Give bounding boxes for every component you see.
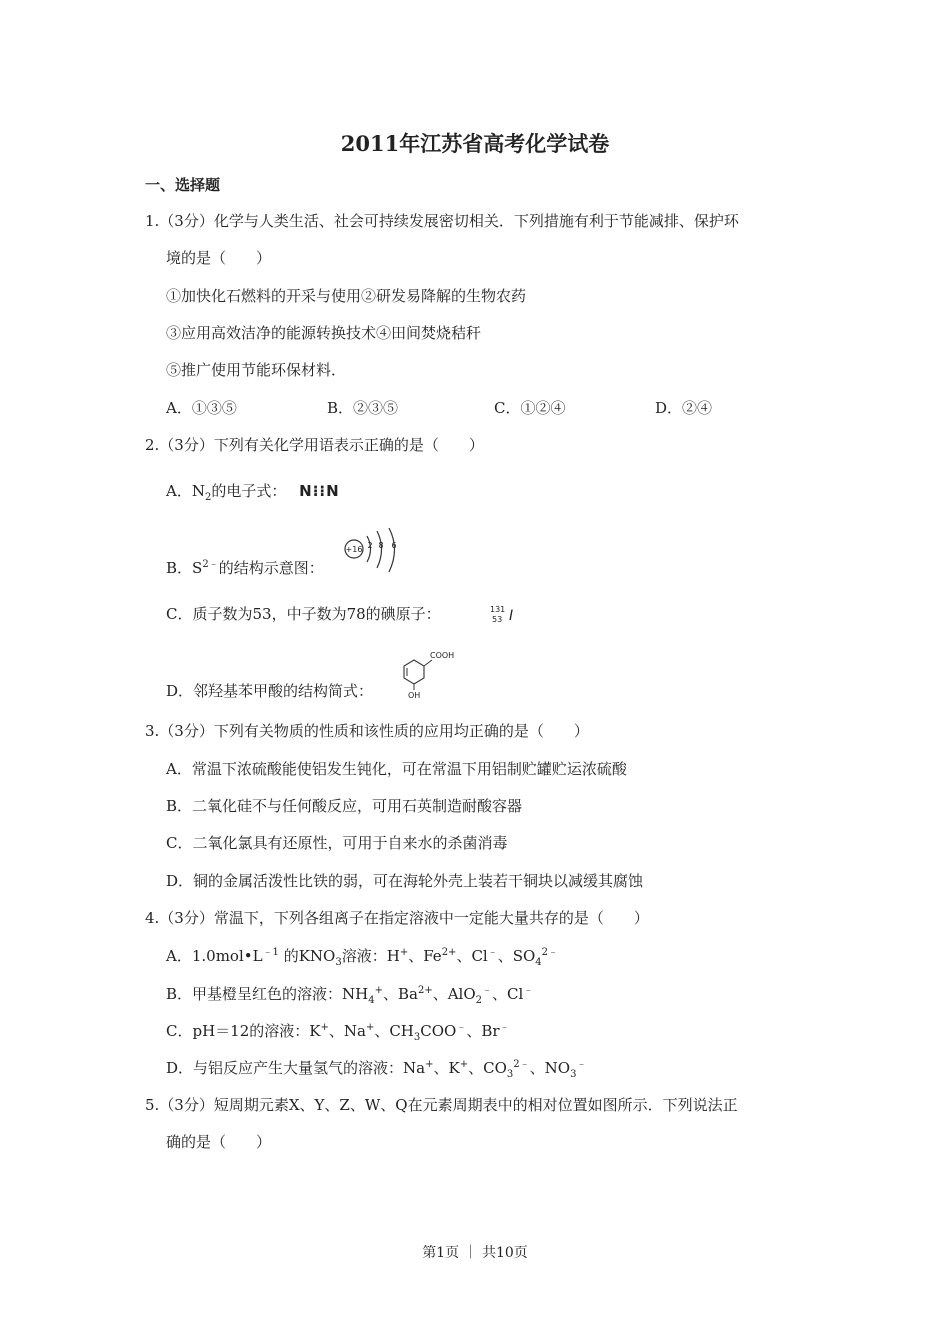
q4-c-sup: + xyxy=(320,1022,329,1033)
q2-a-prefix: A．N xyxy=(166,482,205,500)
oh-label: OH xyxy=(408,691,421,700)
q4-a-part: A．1.0mol•L xyxy=(166,947,263,965)
q4-d-sup: 2﹣ xyxy=(513,1059,530,1070)
q4-a-sup: + xyxy=(399,947,409,958)
q4-d-sub: 3 xyxy=(506,1069,514,1080)
q4-b-sup: ﹣ xyxy=(482,985,493,996)
q1-option-d: D．②④ xyxy=(655,399,713,417)
q4-option-a xyxy=(166,946,558,966)
q3-stem: 3.（3分）下列有关物质的性质和该性质的应用均正确的是（ ） xyxy=(145,722,589,740)
q2-option-b xyxy=(166,558,324,578)
s2-structure-diagram xyxy=(340,526,412,576)
q4-c-part: C．pH＝12的溶液：K xyxy=(166,1022,321,1040)
element-symbol: I xyxy=(509,608,514,624)
q4-a-part: 、Cl xyxy=(456,947,488,965)
q4-c-sup: + xyxy=(365,1022,375,1033)
q2-b-sup: 2﹣ xyxy=(202,559,219,570)
iodine-nuclide-symbol xyxy=(488,602,522,628)
q4-b-part: 、Ba xyxy=(383,985,418,1003)
q4-d-part: 、CO xyxy=(468,1059,507,1077)
q4-c-part: COO xyxy=(420,1022,457,1040)
q5-stem-line1: 5.（3分）短周期元素X、Y、Z、W、Q在元素周期表中的相对位置如图所示．下列说法正 xyxy=(145,1096,738,1114)
q4-option-b xyxy=(166,984,533,1004)
q4-c-sup: ﹣ xyxy=(456,1022,467,1033)
q4-d-part: D．与铝反应产生大量氢气的溶液：Na xyxy=(166,1059,426,1077)
q2-a-sub: 2 xyxy=(204,492,212,503)
salicylic-acid-structure xyxy=(392,646,462,700)
q4-c-part: 、Br xyxy=(466,1022,500,1040)
atomic-number: 53 xyxy=(492,615,503,624)
q4-a-sup: ﹣ xyxy=(487,947,498,958)
q2-a-suffix: 的电子式： xyxy=(211,482,287,500)
q1-option-c: C．①②④ xyxy=(494,399,566,417)
q4-d-sup: ﹣ xyxy=(576,1059,587,1070)
q4-d-sup: + xyxy=(425,1059,434,1070)
q4-a-sub: 4 xyxy=(535,957,542,968)
q4-b-sup: ﹣ xyxy=(523,985,534,996)
cooh-label: COOH xyxy=(430,651,455,660)
shell-1-electrons: 2 xyxy=(367,541,373,550)
section-heading: 一、选择题 xyxy=(145,176,221,194)
q4-c-sup: ﹣ xyxy=(499,1022,510,1033)
q4-a-part: 、SO xyxy=(497,947,536,965)
q4-a-part: 溶液：H xyxy=(341,947,400,965)
q1-stem-line2: 境的是（ ） xyxy=(166,249,272,267)
page-title: 2011年江苏省高考化学试卷 xyxy=(340,131,610,156)
q1-item-line3: ⑤推广使用节能环保材料． xyxy=(166,361,347,379)
q4-option-c xyxy=(166,1021,510,1041)
q2-b-prefix: B．S xyxy=(166,559,203,577)
q4-c-part: 、Na xyxy=(328,1022,366,1040)
shell-3-electrons: 6 xyxy=(391,541,397,550)
q4-a-sup: 2﹣ xyxy=(541,947,559,958)
q3-option-b: B．二氧化硅不与任何酸反应，可用石英制造耐酸容器 xyxy=(166,797,523,815)
q4-b-sub: 4 xyxy=(368,995,375,1006)
q4-b-sup: 2+ xyxy=(417,985,433,996)
q4-a-sup: 2+ xyxy=(441,947,457,958)
q1-item-line2: ③应用高效洁净的能源转换技术④田间焚烧秸秆 xyxy=(166,324,482,342)
q4-b-sub: 2 xyxy=(475,995,483,1006)
cooh-bond xyxy=(424,660,432,666)
shell-2-electrons: 8 xyxy=(378,541,384,550)
q4-d-sub: 3 xyxy=(570,1069,577,1080)
q2-b-suffix: 的结构示意图： xyxy=(218,559,324,577)
q4-b-sup: + xyxy=(374,985,383,996)
q4-b-part: 、AlO xyxy=(432,985,476,1003)
q4-a-part: 的KNO xyxy=(283,947,336,965)
q4-a-sup: ﹣1 xyxy=(262,947,279,958)
q4-stem: 4.（3分）常温下，下列各组离子在指定溶液中一定能大量共存的是（ ） xyxy=(145,909,649,927)
nucleus-label: +16 xyxy=(345,545,363,554)
q4-b-part: 、Cl xyxy=(492,985,524,1003)
q2-stem: 2.（3分）下列有关化学用语表示正确的是（ ） xyxy=(145,436,484,454)
q5-stem-line2: 确的是（ ） xyxy=(166,1133,272,1151)
q4-c-sub: 3 xyxy=(413,1032,421,1043)
q1-option-a: A．①③⑤ xyxy=(166,399,237,417)
q2-option-a xyxy=(166,481,340,501)
q2-option-d: D．邻羟基苯甲酸的结构简式： xyxy=(166,682,374,700)
q3-option-a: A．常温下浓硫酸能使铝发生钝化，可在常温下用铝制贮罐贮运浓硫酸 xyxy=(166,760,627,778)
q4-d-part: 、NO xyxy=(529,1059,571,1077)
mass-number: 131 xyxy=(490,605,506,614)
q1-option-b: B．②③⑤ xyxy=(327,399,399,417)
page-footer: 第1页 ｜ 共10页 xyxy=(422,1245,528,1261)
q4-a-part: 、Fe xyxy=(408,947,442,965)
q4-b-part: B．甲基橙呈红色的溶液：NH xyxy=(166,985,369,1003)
q2-option-c: C．质子数为53，中子数为78的碘原子： xyxy=(166,605,441,623)
q3-option-c: C．二氧化氯具有还原性，可用于自来水的杀菌消毒 xyxy=(166,834,508,852)
q4-a-sub: 3 xyxy=(335,957,342,968)
q1-stem-line1: 1.（3分）化学与人类生活、社会可持续发展密切相关．下列措施有利于节能减排、保护环 xyxy=(145,212,739,230)
n2-electron-formula: N⁝⁝N xyxy=(299,482,340,500)
shell-arc-3 xyxy=(389,528,395,572)
q4-c-part: 、CH xyxy=(374,1022,414,1040)
q4-d-part: 、K xyxy=(433,1059,460,1077)
q3-option-d: D．铜的金属活泼性比铁的弱，可在海轮外壳上装若干铜块以减缓其腐蚀 xyxy=(166,872,644,890)
q4-d-sup: + xyxy=(459,1059,469,1070)
q1-item-line1: ①加快化石燃料的开采与使用②研发易降解的生物农药 xyxy=(166,287,527,305)
q4-option-d xyxy=(166,1058,586,1078)
